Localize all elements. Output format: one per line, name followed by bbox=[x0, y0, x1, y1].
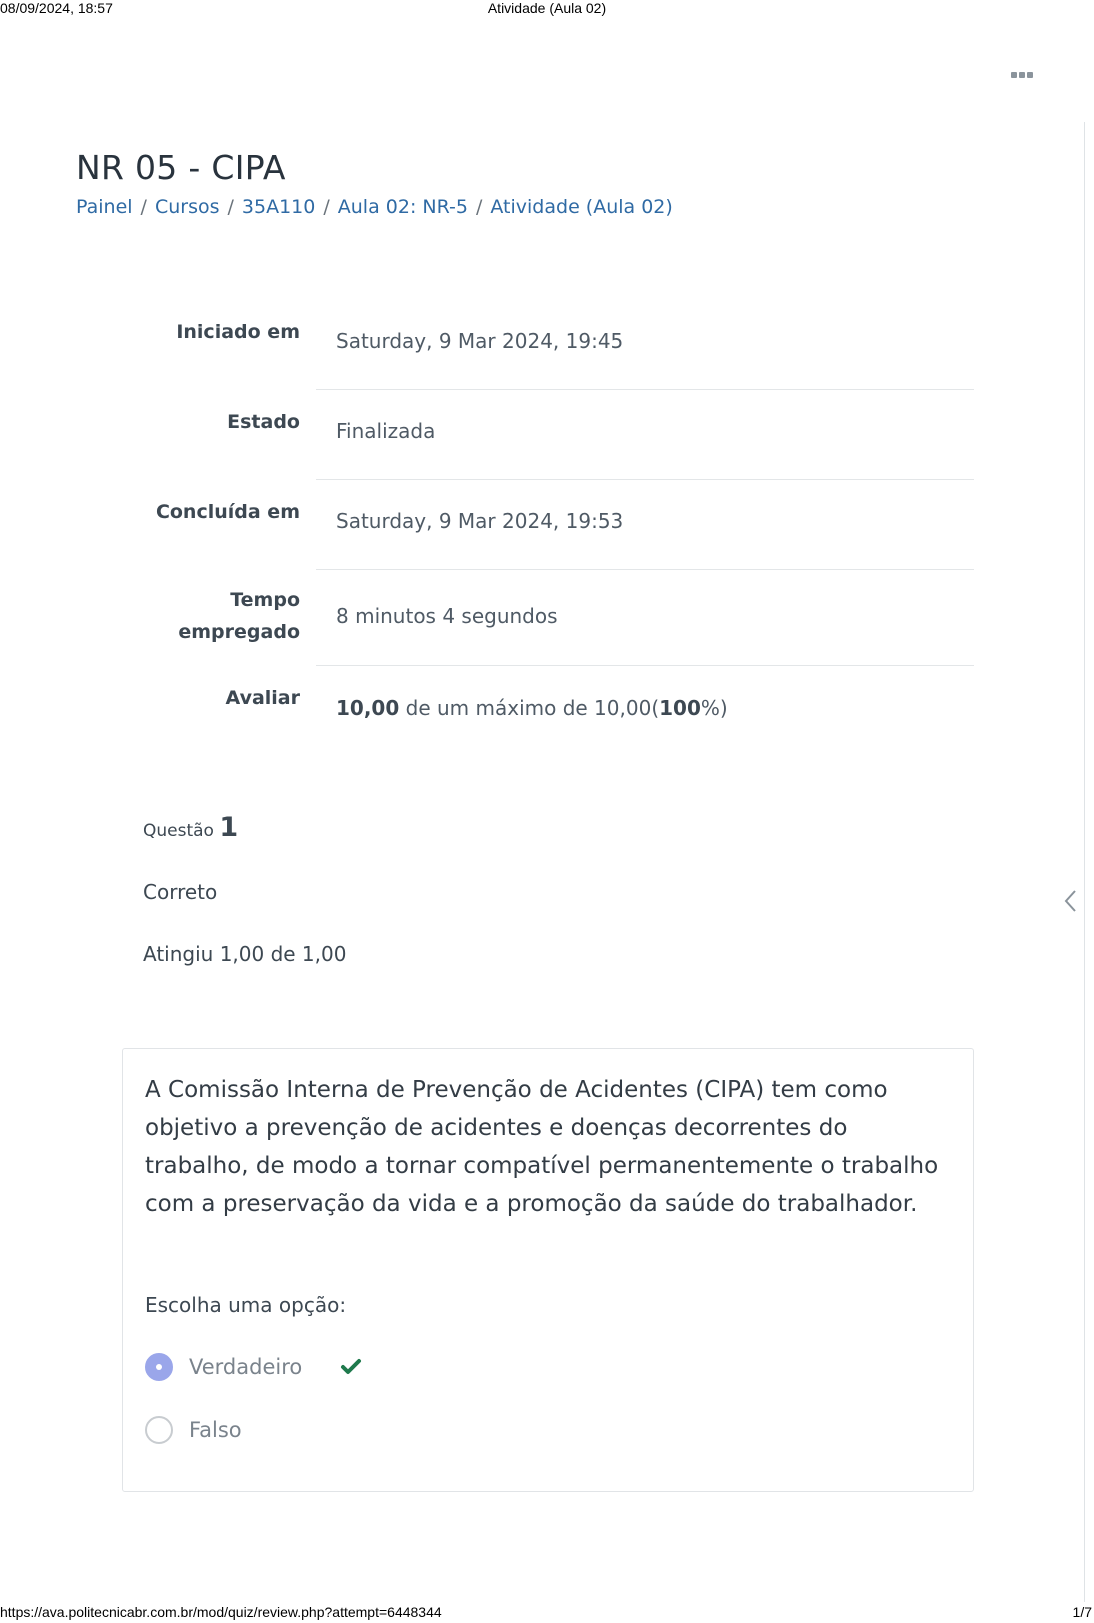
completed-value: Saturday, 9 Mar 2024, 19:53 bbox=[316, 480, 974, 570]
option-verdadeiro[interactable] bbox=[145, 1351, 362, 1383]
summary-row-state bbox=[130, 390, 974, 480]
time-label-line2: empregado bbox=[178, 621, 300, 643]
breadcrumb: Painel / Cursos / 35A110 / Aula 02: NR-5 / Atividade (Aula 02) bbox=[76, 196, 673, 218]
radio-falso[interactable] bbox=[145, 1416, 173, 1444]
answer-prompt: Escolha uma opção: bbox=[145, 1293, 347, 1317]
question-content bbox=[122, 1048, 974, 1492]
completed-label: Concluída em bbox=[155, 501, 300, 523]
option-label: Falso bbox=[189, 1418, 242, 1442]
print-footer bbox=[0, 1604, 1094, 1620]
more-options-icon[interactable] bbox=[1011, 70, 1033, 80]
summary-row-started bbox=[130, 300, 974, 390]
question-grade: Atingiu 1,00 de 1,00 bbox=[143, 942, 347, 966]
question-info bbox=[143, 812, 238, 843]
page-title: NR 05 - CIPA bbox=[76, 148, 286, 187]
print-title: Atividade (Aula 02) bbox=[487, 0, 607, 16]
started-value: Saturday, 9 Mar 2024, 19:45 bbox=[316, 300, 974, 390]
time-label-line1: Tempo bbox=[230, 589, 300, 611]
check-icon bbox=[340, 1358, 362, 1376]
print-datetime: 08/09/2024, 18:57 bbox=[0, 0, 113, 16]
breadcrumb-activity[interactable]: Atividade (Aula 02) bbox=[490, 196, 673, 218]
option-falso[interactable] bbox=[145, 1414, 242, 1446]
breadcrumb-section[interactable]: Aula 02: NR-5 bbox=[337, 196, 468, 218]
grade-suffix: %) bbox=[700, 696, 728, 720]
print-page: 1/7 bbox=[1072, 1604, 1092, 1620]
radio-verdadeiro[interactable] bbox=[145, 1353, 173, 1381]
grade-label: Avaliar bbox=[225, 687, 300, 709]
grade-percent: 100 bbox=[659, 696, 701, 720]
print-url: https://ava.politecnicabr.com.br/mod/quiz/review.php?attempt=6448344 bbox=[0, 1604, 442, 1620]
grade-middle: de um máximo de 10,00( bbox=[399, 696, 660, 720]
started-label: Iniciado em bbox=[176, 321, 300, 343]
drawer-border bbox=[1084, 122, 1085, 1602]
question-text: A Comissão Interna de Prevenção de Acidentes (CIPA) tem como objetivo a prevenção de acidentes e doenças decorrentes do trabalho, de modo a tornar compatível permanentemente o trabalho com a preservação da vida e a promoção da saúde do trabalhador. bbox=[145, 1077, 939, 1217]
question-num: 1 bbox=[219, 812, 239, 843]
breadcrumb-cursos[interactable]: Cursos bbox=[154, 196, 220, 218]
grade-value bbox=[316, 666, 974, 756]
state-label: Estado bbox=[227, 411, 300, 433]
breadcrumb-course[interactable]: 35A110 bbox=[241, 196, 316, 218]
chevron-left-icon[interactable] bbox=[1062, 888, 1080, 914]
time-label bbox=[130, 570, 316, 648]
summary-row-completed bbox=[130, 480, 974, 570]
question-number bbox=[143, 812, 239, 843]
print-header bbox=[0, 0, 1094, 16]
breadcrumb-painel[interactable]: Painel bbox=[76, 196, 133, 218]
time-value: 8 minutos 4 segundos bbox=[316, 570, 974, 666]
summary-row-time bbox=[130, 570, 974, 666]
option-label: Verdadeiro bbox=[189, 1355, 303, 1379]
grade-score: 10,00 bbox=[336, 696, 400, 720]
attempt-summary bbox=[130, 300, 974, 756]
state-value: Finalizada bbox=[316, 390, 974, 480]
question-label: Questão bbox=[143, 821, 214, 841]
question-state: Correto bbox=[143, 880, 218, 904]
summary-row-grade bbox=[130, 666, 974, 756]
